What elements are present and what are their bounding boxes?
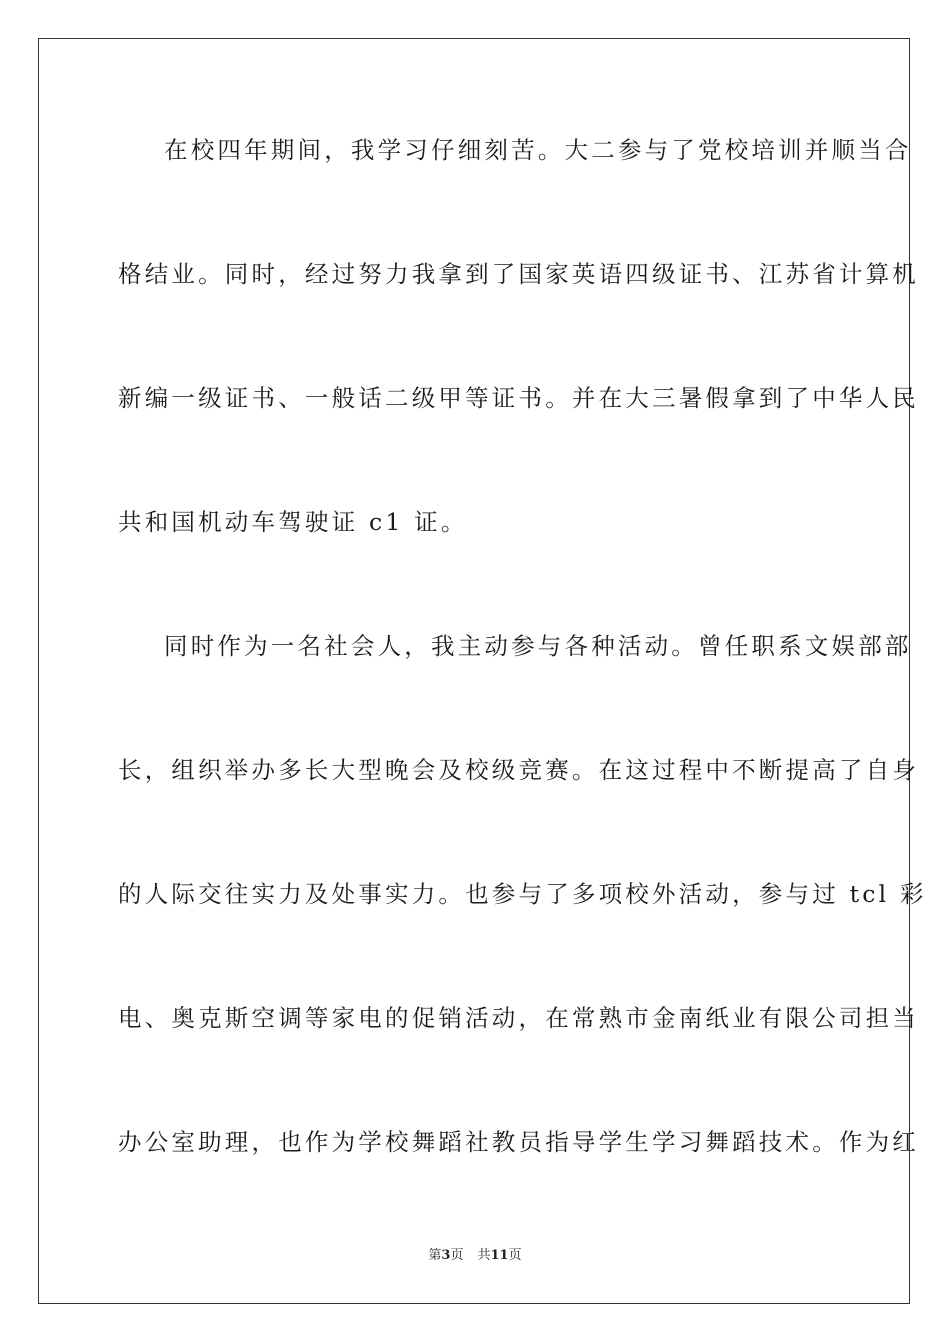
paragraph-1-line-3: 新编一级证书、一般话二级甲等证书。并在大三暑假拿到了中华人民 (118, 384, 919, 412)
paragraph-1-line-1: 在校四年期间，我学习仔细刻苦。大二参与了党校培训并顺当合 (164, 136, 912, 164)
paragraph-1-line-4: 共和国机动车驾驶证 c1 证。 (118, 508, 468, 536)
page-footer (0, 1247, 950, 1265)
page-prefix: 第 (428, 1248, 442, 1263)
paragraph-2-line-2: 长，组织举办多长大型晚会及校级竞赛。在这过程中不断提高了自身 (118, 756, 919, 784)
total-suffix: 页 (508, 1248, 522, 1263)
total-prefix: 共 (477, 1248, 491, 1263)
paragraph-1-line-2: 格结业。同时，经过努力我拿到了国家英语四级证书、江苏省计算机 (118, 260, 919, 288)
page-number: 3 (441, 1248, 451, 1263)
paragraph-2-line-5: 办公室助理，也作为学校舞蹈社教员指导学生学习舞蹈技术。作为红 (118, 1128, 919, 1156)
page-border (38, 38, 927, 1304)
paragraph-2-line-1: 同时作为一名社会人，我主动参与各种活动。曾任职系文娱部部 (164, 632, 912, 660)
paragraph-2-line-4: 电、奥克斯空调等家电的促销活动，在常熟市金南纸业有限公司担当 (118, 1004, 919, 1032)
paragraph-2-line-3: 的人际交往实力及处事实力。也参与了多项校外活动，参与过 tcl 彩 (118, 880, 927, 908)
page-suffix: 页 (450, 1248, 464, 1263)
total-pages: 11 (490, 1248, 509, 1263)
